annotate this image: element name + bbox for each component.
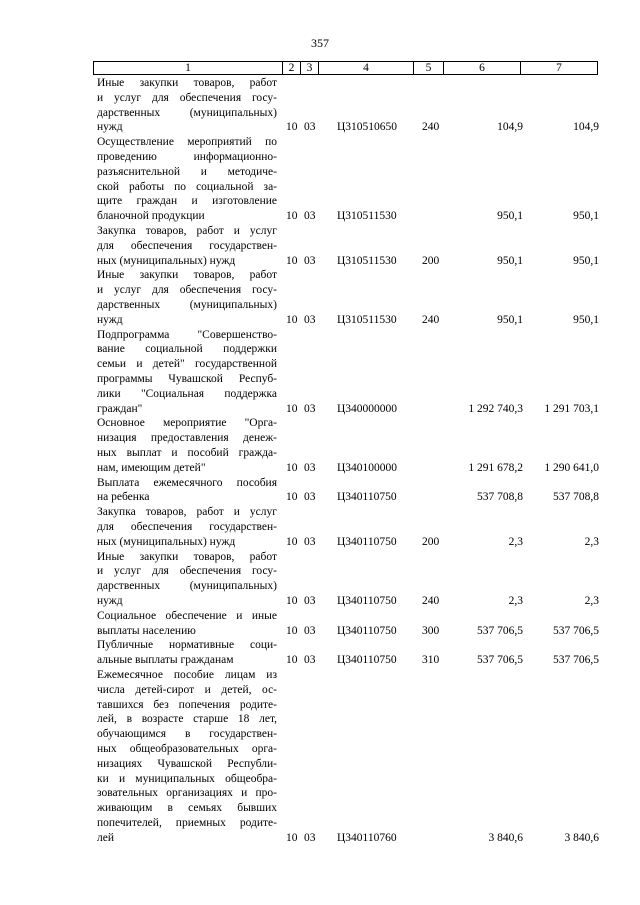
row-amount-1: 950,1 [497, 313, 523, 326]
row-description [97, 550, 277, 609]
row-expense-type: 240 [422, 594, 440, 607]
description-line: обучающимся в государствен- [97, 728, 277, 741]
description-line: числа детей-сирот и детей, ос- [97, 683, 277, 696]
description-line: Подпрограмма "Совершенство- [97, 328, 277, 341]
row-amount-1: 537 706,5 [477, 624, 523, 637]
header-col-2: 2 [282, 62, 300, 74]
description-line: Публичные нормативные соци- [97, 639, 277, 652]
description-line: зовательных организациях и про- [97, 787, 277, 800]
row-subsection: 03 [304, 831, 316, 844]
description-line: щите граждан и изготовление [97, 195, 277, 208]
description-line: Социальное обеспечение и иные [97, 609, 277, 622]
row-subsection: 03 [304, 121, 316, 134]
row-amount-2: 104,9 [573, 121, 599, 134]
description-line: ных (муниципальных) нужд [97, 535, 236, 548]
row-subsection: 03 [304, 313, 316, 326]
row-description [97, 638, 277, 668]
row-target-code: Ц340100000 [337, 461, 398, 474]
description-line: Закупка товаров, работ и услуг [97, 506, 277, 519]
row-amount-1: 3 840,6 [488, 831, 523, 844]
row-amount-1: 2,3 [508, 594, 523, 607]
row-expense-type: 200 [422, 535, 440, 548]
row-target-code: Ц340110750 [337, 624, 397, 637]
row-section: 10 [286, 254, 298, 267]
header-col-5: 5 [413, 62, 443, 74]
row-target-code: Ц340110750 [337, 654, 397, 667]
description-line: альные выплаты гражданам [97, 654, 234, 667]
row-description [97, 505, 277, 549]
row-description [97, 268, 277, 327]
description-line: дарственных (муниципальных) [97, 298, 277, 311]
row-expense-type: 240 [422, 313, 440, 326]
row-target-code: Ц310511530 [337, 254, 397, 267]
row-subsection: 03 [304, 402, 316, 415]
row-section: 10 [286, 313, 298, 326]
row-amount-1: 2,3 [508, 535, 523, 548]
description-line: Осуществление мероприятий по [97, 136, 277, 149]
description-line: Закупка товаров, работ и услуг [97, 225, 277, 237]
description-line: семьи и детей" государственной [97, 358, 277, 371]
header-col-1: 1 [185, 62, 191, 74]
description-line: ных (муниципальных) нужд [97, 254, 236, 267]
row-amount-1: 950,1 [497, 210, 523, 223]
description-line: и услуг для обеспечения госу- [97, 565, 277, 578]
row-expense-type: 240 [422, 121, 440, 134]
description-line: для обеспечения государствен- [97, 239, 277, 252]
row-subsection: 03 [304, 594, 316, 607]
row-amount-2: 537 708,8 [553, 491, 599, 504]
description-line: нам, имеющим детей" [97, 461, 206, 474]
description-line: нужд [97, 594, 123, 607]
description-line: живающим в семьях бывших [97, 802, 277, 815]
row-amount-2: 537 706,5 [553, 654, 599, 667]
description-line: Основное мероприятие "Орга- [97, 417, 277, 430]
row-amount-2: 2,3 [584, 535, 599, 548]
description-line: Выплата ежемесячного пособия [97, 476, 277, 489]
description-line: Иные закупки товаров, работ [97, 269, 277, 282]
row-section: 10 [286, 461, 298, 474]
description-line: Иные закупки товаров, работ [97, 550, 277, 563]
row-subsection: 03 [304, 461, 316, 474]
row-amount-1: 1 292 740,3 [468, 402, 523, 415]
description-line: ской работы по социальной за- [97, 180, 277, 193]
row-description [97, 668, 277, 846]
row-section: 10 [286, 654, 298, 667]
row-amount-1: 950,1 [497, 254, 523, 267]
description-line: для обеспечения государствен- [97, 520, 277, 533]
row-amount-2: 1 290 641,0 [544, 461, 599, 474]
description-line: граждан" [97, 402, 143, 415]
description-line: программы Чувашской Респуб- [97, 372, 277, 385]
header-col-4: 4 [318, 62, 413, 74]
row-description [97, 609, 277, 639]
row-subsection: 03 [304, 254, 316, 267]
row-amount-2: 950,1 [573, 210, 599, 223]
description-line: дарственных (муниципальных) [97, 580, 277, 593]
page-number: 357 [311, 36, 329, 50]
row-amount-2: 3 840,6 [564, 831, 599, 844]
row-section: 10 [286, 594, 298, 607]
row-amount-1: 537 708,8 [477, 491, 523, 504]
row-target-code: Ц340110750 [337, 491, 397, 504]
row-section: 10 [286, 121, 298, 134]
description-line: ных общеобразовательных орга- [97, 742, 277, 755]
row-target-code: Ц340000000 [337, 402, 398, 415]
row-description [97, 476, 277, 506]
description-line: разъяснительной и методиче- [97, 165, 277, 178]
row-subsection: 03 [304, 654, 316, 667]
row-amount-2: 1 291 703,1 [544, 402, 599, 415]
description-line: лей [97, 831, 114, 844]
description-line: дарственных (муниципальных) [97, 106, 277, 119]
description-line: бланочной продукции [97, 210, 205, 223]
header-col-7: 7 [520, 62, 597, 74]
table-header [93, 61, 598, 75]
row-target-code: Ц340110760 [337, 831, 397, 844]
row-description [97, 224, 277, 268]
row-target-code: Ц340110750 [337, 594, 397, 607]
description-line: ных выплат и пособий гражда- [97, 446, 277, 459]
row-section: 10 [286, 402, 298, 415]
row-target-code: Ц340110750 [337, 535, 397, 548]
description-line: и услуг для обеспечения госу- [97, 91, 277, 104]
row-expense-type: 200 [422, 254, 440, 267]
row-target-code: Ц310511530 [337, 313, 397, 326]
row-description [97, 135, 277, 224]
description-line: вание социальной поддержки [97, 343, 277, 356]
row-amount-2: 950,1 [573, 254, 599, 267]
row-section: 10 [286, 491, 298, 504]
row-description [97, 328, 277, 417]
row-amount-2: 537 706,5 [553, 624, 599, 637]
row-target-code: Ц310511530 [337, 210, 397, 223]
description-line: нужд [97, 121, 123, 134]
header-col-6: 6 [443, 62, 520, 74]
row-description [97, 76, 277, 135]
description-line: выплаты населению [97, 624, 196, 637]
description-line: нужд [97, 313, 123, 326]
row-subsection: 03 [304, 535, 316, 548]
description-line: лики "Социальная поддержка [97, 387, 277, 400]
row-description [97, 416, 277, 475]
row-section: 10 [286, 210, 298, 223]
description-line: Иные закупки товаров, работ [97, 77, 277, 89]
row-subsection: 03 [304, 491, 316, 504]
row-expense-type: 300 [422, 624, 440, 637]
row-amount-1: 104,9 [497, 121, 523, 134]
row-section: 10 [286, 535, 298, 548]
header-col-3: 3 [300, 62, 318, 74]
description-line: попечителей, приемных родите- [97, 816, 277, 829]
row-subsection: 03 [304, 210, 316, 223]
row-amount-1: 537 706,5 [477, 654, 523, 667]
description-line: Ежемесячное пособие лицам из [97, 669, 277, 681]
description-line: ки и муниципальных общеобра- [97, 772, 277, 785]
description-line: проведению информационно- [97, 150, 277, 163]
description-line: и услуг для обеспечения госу- [97, 284, 277, 297]
row-expense-type: 310 [422, 654, 440, 667]
row-section: 10 [286, 624, 298, 637]
row-section: 10 [286, 831, 298, 844]
description-line: лей, в возрасте старше 18 лет, [97, 713, 277, 726]
description-line: на ребенка [97, 491, 150, 504]
description-line: тавшихся без попечения родите- [97, 698, 277, 711]
description-line: низациях Чувашской Республи- [97, 757, 277, 770]
row-amount-2: 2,3 [584, 594, 599, 607]
row-amount-2: 950,1 [573, 313, 599, 326]
row-target-code: Ц310510650 [337, 121, 398, 134]
description-line: низация предоставления денеж- [97, 432, 277, 445]
row-amount-1: 1 291 678,2 [468, 461, 523, 474]
row-subsection: 03 [304, 624, 316, 637]
